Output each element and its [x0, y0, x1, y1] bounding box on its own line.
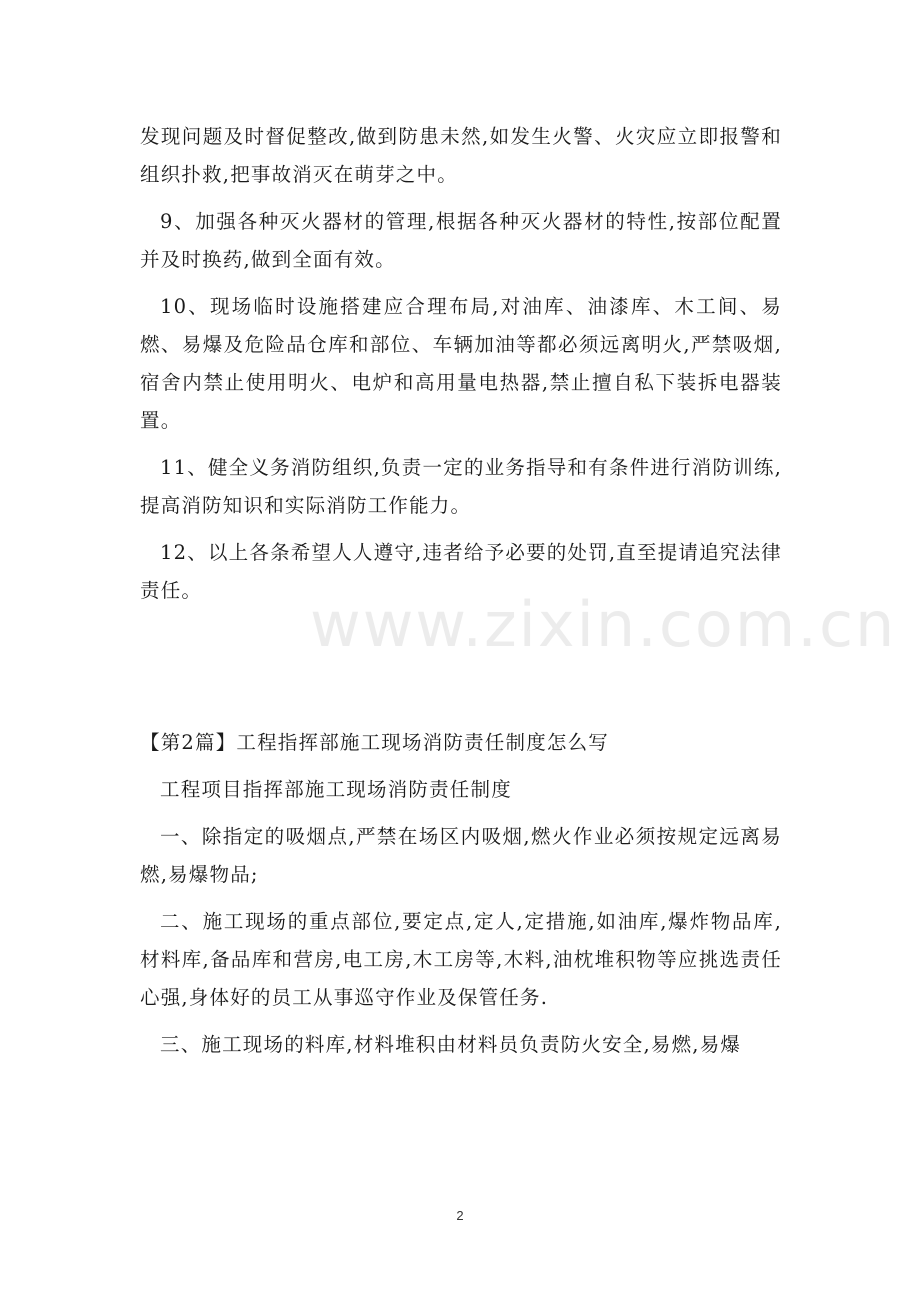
paragraph-rule-1: 一、除指定的吸烟点,严禁在场区内吸烟,燃火作业必须按规定远离易燃,易爆物品;: [140, 825, 782, 886]
watermark: www.zixin.com.cn: [310, 588, 897, 661]
paragraph-item-11: 11、健全义务消防组织,负责一定的业务指导和有条件进行消防训练,提高消防知识和实际消防工作能力。: [140, 456, 782, 517]
section-heading: 【第2篇】工程指挥部施工现场消防责任制度怎么写: [140, 731, 610, 754]
document-body: [140, 118, 782, 1064]
page-number: 2: [456, 1208, 464, 1223]
paragraph-rule-2: 二、施工现场的重点部位,要定点,定人,定措施,如油库,爆炸物品库,材料库,备品库和营房,电工房,木工房等,木料,油枕堆积物等应挑选责任心强,身体好的员工从事巡守作业及保管任务.: [140, 910, 782, 1009]
paragraph-item-12: 12、以上各条希望人人遵守,违者给予必要的处罚,直至提请追究法律责任。: [140, 541, 782, 602]
paragraph-item-10: 10、现场临时设施搭建应合理布局,对油库、油漆库、木工间、易燃、易爆及危险品仓库和部位、车辆加油等都必须远离明火,严禁吸烟,宿舍内禁止使用明火、电炉和高用量电热器,禁止擅自私下装拆电器装置。: [140, 295, 782, 432]
section-spacer: [140, 610, 782, 724]
paragraph-continued: 发现问题及时督促整改,做到防患未然,如发生火警、火灾应立即报警和组织扑救,把事故消灭在萌芽之中。: [140, 125, 782, 186]
paragraph-item-9: 9、加强各种灭火器材的管理,根据各种灭火器材的特性,按部位配置并及时换药,做到全面有效。: [140, 210, 782, 271]
paragraph-rule-3: 三、施工现场的料库,材料堆积由材料员负责防火安全,易燃,易爆: [160, 1033, 742, 1056]
document-subtitle: 工程项目指挥部施工现场消防责任制度: [160, 778, 512, 801]
